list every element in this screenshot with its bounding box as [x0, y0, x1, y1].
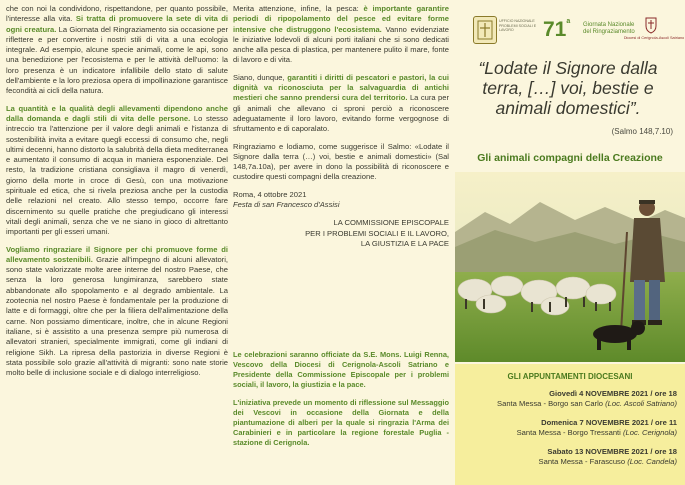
paragraph: Vogliamo ringraziare il Signore per chi promuove forme di allevamento sostenibili. Grazie all'impegno di alcuni allevatori, sono state valorizzate molte aree interne del nostro Paese, che senza la loro generosa lungimiranza, sarebbero state abbandonate allo spopolamento e al degrado ambientale. La zootecnia nel nostro Paese è fondamentale per la produzione di latte e di formaggi, oltre che per la filiera dell'alimentazione della carne. Non possiamo dimenticare, inoltre, che in alcune Regioni italiane, si è assistito a una presenza sempre più numerosa di allevatori stranieri, specialmente immigrati, come gli indiani di religione Sikh. La ripresa della pastorizia in diverse Regioni è stata possibile solo grazie all'attività di migranti: sono nate storie molto belle di inclusione sociale e di dialogo interreligioso.	[6, 244, 229, 378]
paragraph: La quantità e la qualità degli allevamenti dipendono anche dalla domanda e dagli stili di vita delle persone. Lo stesso intreccio tra l'attenzione per il valore degli animali e l'istanza di sostenibilità invita a evitare quegli eccessi di consumo che, negli ultimi decenni, hanno distorto la salubrità della dieta mediterranea e aumentato il consumo di acqua in maniera esponenziale. Del resto, la tradizione cristiana consigliava il magro di venerdì, giorno della morte in croce di Gesù, con una motivazione spirituale ed etica, che si rivela preziosa anche per la custodia delle relazioni nel creato. Allo stesso tempo, occorre fare discernimento su quelle pratiche che pregiudicano gli interessi vitali degli animali, senza che ve ne siano in gioco di altrettanto importanti per gli esseri umani.	[6, 103, 228, 237]
office-logo-icon	[473, 16, 497, 44]
appointments-title: GLI APPUNTAMENTI DIOCESANI	[507, 372, 633, 381]
highlight-text: Vogliamo ringraziare il Signore per chi promuove forme di allevamento sostenibili.	[6, 244, 228, 264]
note: Le celebrazioni saranno officiate da S.E. Mons. Luigi Renna, Vescovo della Diocesi di Cerignola-Ascoli Satriano e Presidente della Commissione Episcopale per i problemi sociali, il lavoro, la giustizia e la pace.	[233, 350, 449, 389]
highlight-text: La quantità e la qualità degli allevamenti dipendono anche dalla domanda e dagli stili di vita delle persone.	[6, 103, 228, 123]
highlight-text: garantiti i diritti di pescatori e pastori, la cui dignità va riconosciuta per la salvaguardia di antichi mestieri che sanno prendersi cura del territorio.	[233, 72, 449, 103]
note: L'iniziativa prevede un momento di riflessione sul Messaggio dei Vescovi in occasione della Giornata e della piantumazione di alberi per la quale si ringrazia l'Arma dei Carabinieri e in particolare la regione forestale Puglia - stazione di Cerignola.	[233, 398, 449, 447]
celebration-notes	[233, 350, 449, 456]
signoff	[233, 190, 449, 211]
psalm-quote: “Lodate il Signore dalla terra, […] voi, bestie e animali domestici”.	[478, 58, 658, 118]
paragraph: Siano, dunque, garantiti i diritti di pescatori e pastori, la cui dignità va riconosciuta per la salvaguardia di antichi mestieri che sanno prendersi cura del territorio. La cura per gli animali che allevano ci sproni perciò a riconoscere adeguatamente il loro lavoro, evitando forme vergognose di sfruttamento e di caporalato.	[233, 72, 449, 134]
subtitle: Gli animali compagni della Creazione	[477, 152, 663, 164]
shepherd-sheep-photo	[455, 172, 685, 362]
edition-number: 71$^a$	[543, 18, 571, 41]
text-column-middle	[233, 4, 449, 249]
diocese-name: Diocesi di Cerignola-Ascoli Satriano	[623, 36, 685, 40]
feast-day: Festa di san Francesco d'Assisi	[233, 200, 340, 210]
diocese-crest-icon	[644, 16, 658, 34]
text-column-left	[6, 4, 228, 385]
commission-signature: LA COMMISSIONE EPISCOPALE PER I PROBLEMI SOCIALI E IL LAVORO, LA GIUSTIZIA E LA PACE	[305, 218, 449, 248]
paragraph: Merita attenzione, infine, la pesca: è importante garantire periodi di ripopolamento del pesce ed evitare forme intensive che distruggono l'ecosistema. Vanno evidenziate le iniziative lodevoli di alcuni porti italiani che si sono dedicati anche alla pesca di plastica, per mantenere pulito il mare, fonte di lavoro e di vita.	[233, 4, 450, 65]
cover-panel	[455, 0, 685, 485]
diocesan-appointments	[455, 364, 685, 485]
office-name: UFFICIO NAZIONALE PROBLEMI SOCIALI E LAVORO	[499, 19, 537, 33]
event-item: Sabato 13 NOVEMBRE 2021 / ore 18 Santa Messa - Farascuso (Loc. Candela)	[538, 447, 677, 466]
place-date: Roma, 4 ottobre 2021	[233, 189, 307, 199]
paragraph: che con noi la condividono, rispettandone, per quanto possibile, l'interesse alla vita. Si tratta di promuovere la sete di vita di ogni creatura. La Giornata del Ringraziamento sia occasione per riflettere e per convertire i nostri stili di vita a una ecologia integrale. Ad esempio, alcune specie animali, come le api, sono una benedizione per l'ecosistema e per le attività dell'uomo: la loro presenza è un indicatore infallibile dello stato di salute dell'ambiente e la loro preziosa opera di impollinazione garantisce fecondità ai cicli della natura.	[6, 4, 229, 96]
event-item: Domenica 7 NOVEMBRE 2021 / ore 11 Santa Messa - Borgo Tressanti (Loc. Cerignola)	[516, 418, 677, 437]
header	[465, 14, 685, 52]
psalm-reference: (Salmo 148,7.10)	[611, 127, 673, 136]
highlight-text: è importante garantire periodi di ripopolamento del pesce ed evitare forme intensive che distruggono l'ecosistema.	[233, 4, 449, 34]
paragraph: Ringraziamo e lodiamo, come suggerisce il Salmo: «Lodate il Signore dalla terra (…) voi, bestie e animali domestici» (Sal 148,7a.10a), per avere in dono la possibilità di riconoscere e custodire questi compagni della creazione.	[233, 141, 449, 182]
event-item: Giovedì 4 NOVEMBRE 2021 / ore 18 Santa Messa - Borgo san Carlo (Loc. Ascoli Satriano)	[497, 389, 677, 408]
event-name: Giornata Nazionale del Ringraziamento	[583, 22, 635, 35]
highlight-text: Si tratta di promuovere la sete di vita di ogni creatura.	[6, 14, 229, 34]
